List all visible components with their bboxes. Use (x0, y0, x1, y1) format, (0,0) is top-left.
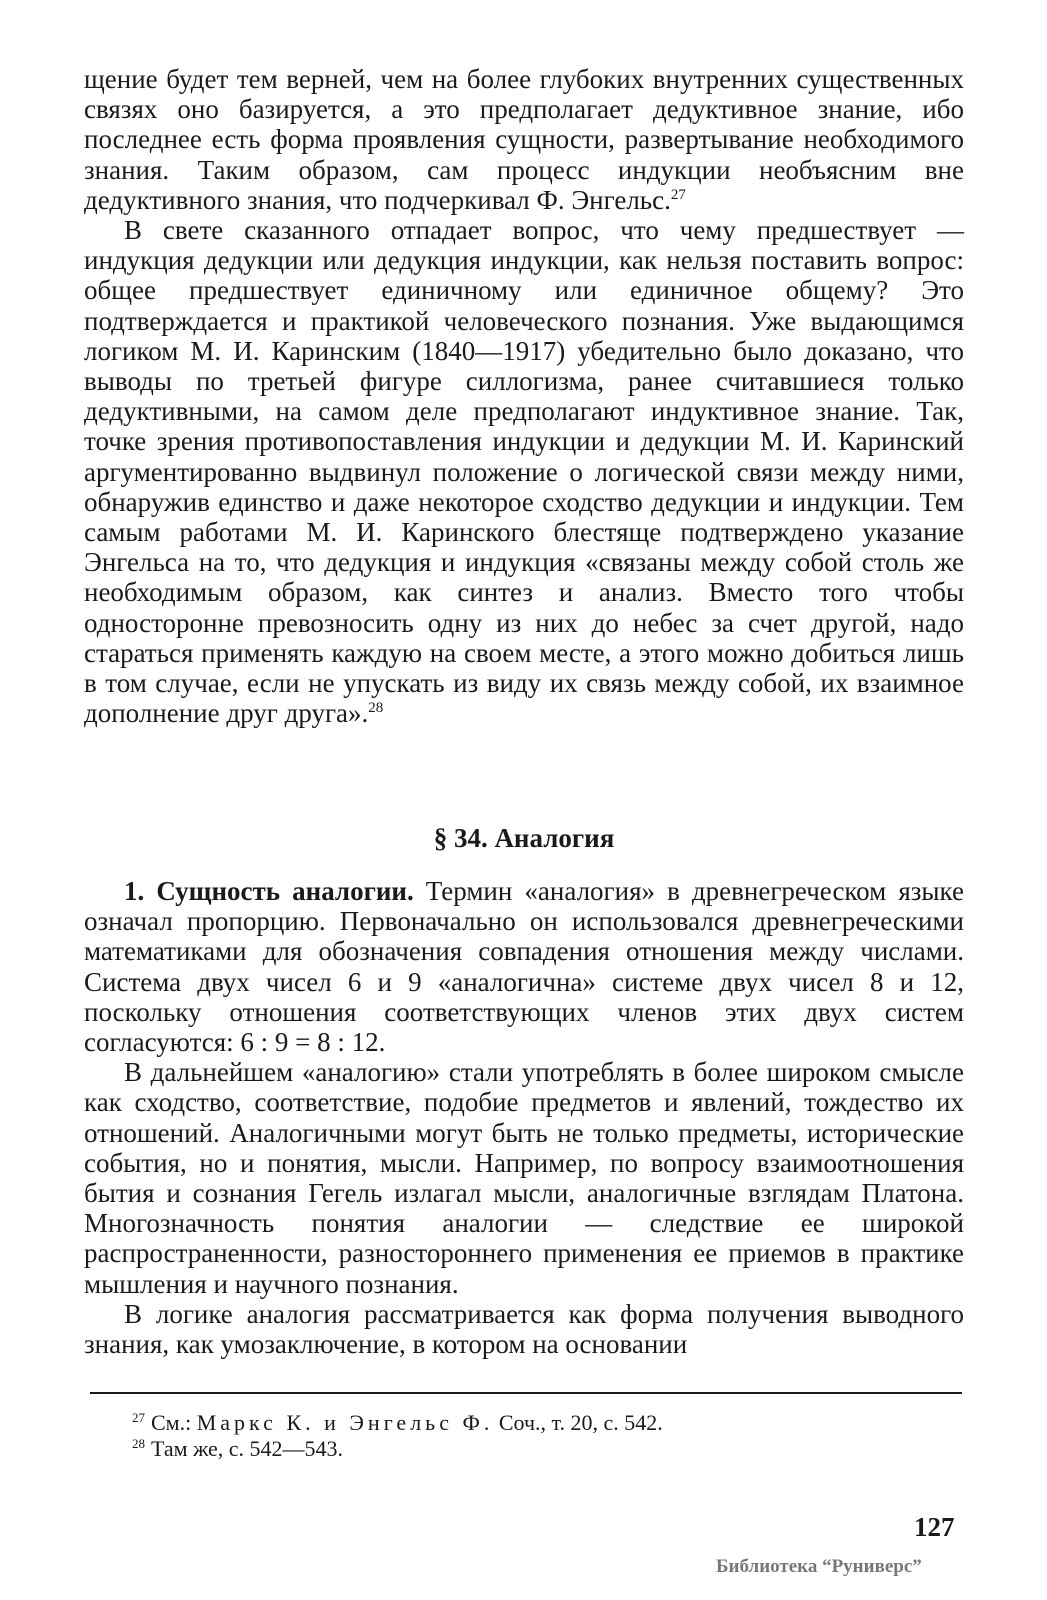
section-heading: § 34. Аналогия (433, 823, 615, 853)
paragraph: 1. Сущность аналогии. Термин «аналогия» в древнегреческом языке означал пропорцию. Первоначально он использовался древнегреческими математиками для обозначения совпадения отношения между числами. Система двух чисел 6 и 9 «аналогична» системе двух чисел 8 и 12, поскольку отношения соответствующих членов этих двух систем согласуются: 6 : 9 = 8 : 12. (84, 876, 964, 1058)
paragraph: щение будет тем верней, чем на более глубоких внутренних существенных связях оно базируется, а это предполагает дедуктивное знание, ибо последнее есть форма проявления сущности, развертывание необходимого знания. Таким образом, сам процесс индукции необъясним вне дедуктивного знания, что подчеркивал Ф. Энгельс.$^{27}$ (84, 64, 964, 215)
footnote-author: Маркс К. и Энгельс Ф. (196, 1410, 494, 1435)
section-text (84, 876, 964, 1359)
footnote-ref: 28 (368, 700, 384, 717)
footnote: $^{28}$ Там же, с. 542—543. (132, 1435, 344, 1461)
paragraph: В дальнейшем «аналогию» стали употреблять в более широком смысле как сходство, соответствие, подобие предметов и явлений, тождество их отношений. Аналогичными могут быть не только предметы, исторические события, но и понятия, мысли. Например, по вопросу взаимоотношения бытия и сознания Гегель излагал мысли, аналогичные взглядам Платона. Многозначность понятия аналогии — следствие ее широкой распространенности, разностороннего применения ее приемов в практике мышления и научного познания. (84, 1057, 964, 1299)
paragraph: В свете сказанного отпадает вопрос, что чему предшествует — индукция дедукции или дедукция индукции, как нельзя поставить вопрос: общее предшествует единичному или единичное общему? Это подтверждается и практикой человеческого познания. Уже выдающимся логиком М. И. Каринским (1840—1917) убедительно было доказано, что выводы по третьей фигуре силлогизма, ранее считавшиеся только дедуктивными, на самом деле предполагают индуктивное знание. Так, точке зрения противопоставления индукции и дедукции М. И. Каринский аргументированно выдвинул положение о логической связи между ними, обнаружив единство и даже некоторое сходство дедукции и индукции. Тем самым работами М. И. Каринского блестяще подтверждено указание Энгельса на то, что дедукция и индукция «связаны между собой столь же необходимым образом, как синтез и анализ. Вместо того чтобы односторонне превозносить одну из них до небес за счет другой, надо стараться применять каждую на своем месте, а этого можно добиться лишь в том случае, если не упускать из виду их связь между собой, их взаимное дополнение друг друга».$^{28}$ (84, 215, 964, 729)
footnote: $^{27}$ См.: Маркс К. и Энгельс Ф. Соч., т. 20, с. 542. (132, 1409, 663, 1435)
paragraph-lead: 1. Сущность аналогии. (124, 876, 414, 906)
footnote-divider (90, 1392, 962, 1394)
library-watermark: Библиотека “Руниверс” (716, 1556, 922, 1577)
page-number: 127 (914, 1512, 955, 1542)
footnotes (132, 1410, 663, 1462)
footnote-ref: 27 (670, 186, 686, 203)
body-text (84, 64, 964, 728)
paragraph: В логике аналогия рассматривается как форма получения выводного знания, как умозаключение, в котором на основании (84, 1298, 964, 1360)
